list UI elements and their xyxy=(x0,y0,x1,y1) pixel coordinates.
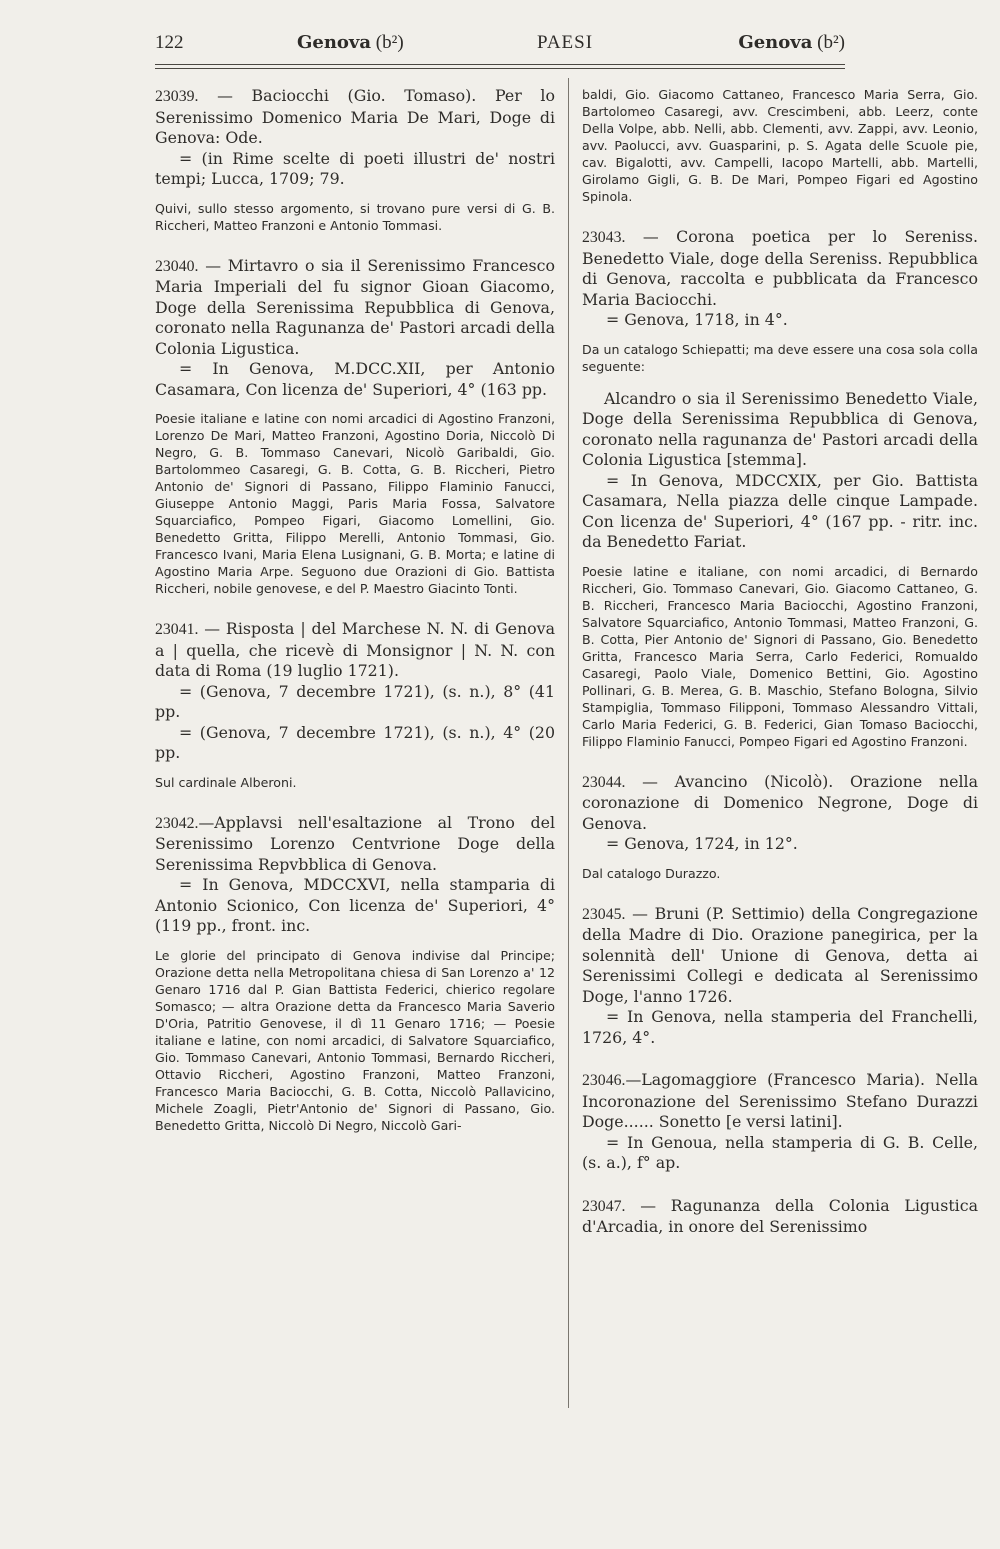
entry-imprint: = In Genova, nella stamperia del Franchelli, 1726, 4°. xyxy=(582,1007,978,1047)
running-header xyxy=(155,28,845,60)
column-divider xyxy=(568,78,569,1408)
header-right-title xyxy=(738,32,845,54)
header-rule-bottom xyxy=(155,68,845,69)
entry-23042 xyxy=(155,813,555,1134)
entry-title xyxy=(155,256,555,360)
entry-23046 xyxy=(582,1070,978,1174)
header-center-title: PAESI xyxy=(537,32,594,53)
entry-imprint-second: = (Genova, 7 decembre 1721), (s. n.), 4° (20 pp. xyxy=(155,722,555,762)
entry-number: 23046. xyxy=(582,1072,626,1089)
entry-23042-continued xyxy=(582,86,978,205)
entry-number: 23045. xyxy=(582,905,626,923)
entry-text: — Risposta | del Marchese N. N. di Genova a | quella, che ricevè di Monsignor | N. N. con data di Roma (19 luglio 1721). xyxy=(155,619,555,680)
entry-subtitle: Alcandro o sia il Serenissimo Benedetto Viale, Doge della Serenissima Repubblica di Genova, coronato nella ragunanza de' Pastori arcadi della Colonia Ligustica [stemma]. xyxy=(582,388,978,469)
entry-23047 xyxy=(582,1196,978,1238)
entry-imprint: = (Genova, 7 decembre 1721), (s. n.), 8° (41 pp. xyxy=(155,681,555,721)
entry-title xyxy=(155,86,555,149)
entry-note: Poesie italiane e latine con nomi arcadici di Agostino Franzoni, Lorenzo De Mari, Matteo Franzoni, Agostino Doria, Niccolò Di Negro, G. B. Tommaso Canevari, Nicolò Garibaldi, Gio. Bartolommeo Casaregi, G. B. Cotta, G. B. Riccheri, Pietro Antonio de' Signori di Passano, Filippo Flaminio Fanucci, Giuseppe Antonio Maggi, Paris Maria Fossa, Salvatore Squarciafico, Pompeo Figari, Giacomo Lomellini, Gio. Benedetto Gritta, Filippo Merelli, Antonio Tommasi, Gio. Francesco Ivani, Maria Elena Lusignani, G. B. Morta; e latine di Agostino Maria Arpe. Seguono due Orazioni di Gio. Battista Riccheri, nobile genovese, e del P. Maestro Giacinto Tonti. xyxy=(155,411,555,596)
entry-23044 xyxy=(582,772,978,882)
entry-imprint: = In Genoua, nella stamperia di G. B. Celle, (s. a.), f° ap. xyxy=(582,1132,978,1172)
entry-imprint-second: = In Genova, MDCCXIX, per Gio. Battista Casamara, Nella piazza delle cinque Lampade. Con licenza de' Superiori, 4° (167 pp. - ritr. inc. da Benedetto Fariat. xyxy=(582,470,978,551)
entry-23041 xyxy=(155,619,555,791)
entry-number: 23039. xyxy=(155,88,199,105)
entry-number: 23042. xyxy=(155,814,199,832)
entry-title xyxy=(155,619,555,682)
header-left-name: Genova xyxy=(297,32,372,53)
entry-23039 xyxy=(155,86,555,234)
right-column xyxy=(582,86,978,1260)
entry-title xyxy=(155,813,555,876)
entry-imprint: = In Genova, MDCCXVI, nella stamparia di Antonio Scionico, Con licenza de' Superiori, 4° (119 pp., front. inc. xyxy=(155,875,555,935)
entry-note: Le glorie del principato di Genova indivise dal Principe; Orazione detta nella Metropolitana chiesa di San Lorenzo a' 12 Genaro 1716 dal P. Gian Battista Federici, chierico regolare Somasco; — altra Orazione detta da Francesco Maria Saverio D'Oria, Patritio Genovese, il dì 11 Genaro 1716; — Poesie italiane e latine, con nomi arcadici, di Salvatore Squarciafico, Gio. Tommaso Canevari, Antonio Tommasi, Bernardo Riccheri, Ottavio Riccheri, Agostino Franzoni, Matteo Franzoni, Francesco Maria Baciocchi, G. B. Cotta, Niccolò Pallavicino, Michele Zoagli, Pietr'Antonio de' Signori di Passano, Gio. Benedetto Gritta, Niccolò Di Negro, Niccolò Gari- xyxy=(155,947,555,1133)
entry-note: Da un catalogo Schiepatti; ma deve essere una cosa sola colla seguente: xyxy=(582,341,978,374)
entry-note-second: Poesie latine e italiane, con nomi arcadici, di Bernardo Riccheri, Gio. Tommaso Canevari, Gio. Giacomo Cattaneo, G. B. Riccheri, Francesco Maria Baciocchi, Agostino Franzoni, Salvatore Squarciafico, Antonio Tommasi, Matteo Franzoni, G. B. Cotta, Pier Antonio de' Signori di Passano, Gio. Benedetto Gritta, Francesco Maria Serra, Carlo Federici, Romualdo Casaregi, Paolo Viale, Domenico Bettini, Gio. Agostino Pollinari, G. B. Merea, G. B. Maschio, Stefano Bologna, Silvio Stampiglia, Tommaso Filipponi, Tommaso Alessandro Vittali, Carlo Maria Federici, G. B. Federici, Gian Tomaso Baciocchi, Filippo Flaminio Fanucci, Pompeo Figari ed Agostino Franzoni. xyxy=(582,563,978,749)
entry-number: 23044. xyxy=(582,773,626,791)
entry-imprint: = In Genova, M.DCC.XII, per Antonio Casamara, Con licenza de' Superiori, 4° (163 pp. xyxy=(155,359,555,399)
left-column xyxy=(155,86,555,1156)
entry-note: Dal catalogo Durazzo. xyxy=(582,865,721,881)
entry-number: 23040. xyxy=(155,257,199,275)
header-left-title xyxy=(297,32,404,54)
header-right-name: Genova xyxy=(738,32,813,53)
entry-number: 23043. xyxy=(582,229,626,246)
entry-text: —Lagomaggiore (Francesco Maria). Nella Incoronazione del Serenissimo Stefano Durazzi Doge...... Sonetto [e versi latini]. xyxy=(582,1070,978,1131)
page-number: 122 xyxy=(155,32,184,53)
entry-23045 xyxy=(582,904,978,1049)
entry-text: — Baciocchi (Gio. Tomaso). Per lo Serenissimo Domenico Maria De Mari, Doge di Genova: Ode. xyxy=(155,86,555,147)
entry-text: — Bruni (P. Settimio) della Congregazione della Madre di Dio. Orazione panegirica, per la solennità dell' Unione di Genova, detta ai Serenissimi Collegi e dedicata al Serenissimo Doge, l'anno 1726. xyxy=(582,903,978,1006)
entry-title xyxy=(582,772,978,835)
entry-title xyxy=(582,227,978,310)
entry-text: — Mirtavro o sia il Serenissimo Francesco Maria Imperiali del fu signor Gioan Giacomo, Doge della Serenissima Repubblica di Genova, coronato nella Ragunanza de' Pastori arcadi della Colonia Ligustica. xyxy=(155,255,555,358)
entry-note: Sul cardinale Alberoni. xyxy=(155,774,297,790)
entry-number: 23047. xyxy=(582,1197,626,1215)
entry-note: Quivi, sullo stesso argomento, si trovano pure versi di G. B. Riccheri, Matteo Franzoni e Antonio Tommasi. xyxy=(155,200,555,233)
entry-number: 23041. xyxy=(155,621,199,638)
entry-imprint: = (in Rime scelte di poeti illustri de' nostri tempi; Lucca, 1709; 79. xyxy=(155,148,555,188)
header-rule-top xyxy=(155,64,845,65)
entry-23040 xyxy=(155,256,555,598)
header-left-sub: (b²) xyxy=(375,32,404,53)
entry-23043 xyxy=(582,227,978,750)
header-right-sub: (b²) xyxy=(817,32,845,53)
entry-title xyxy=(582,1070,978,1133)
entry-text: —Applavsi nell'esaltazione al Trono del Serenissimo Lorenzo Centvrione Doge della Serenissima Repvbblica di Genova. xyxy=(155,812,555,874)
entry-imprint: = Genova, 1724, in 12°. xyxy=(606,834,798,853)
entry-text: — Ragunanza della Colonia Ligustica d'Arcadia, in onore del Serenissimo xyxy=(582,1195,978,1236)
entry-text: — Avancino (Nicolò). Orazione nella coronazione di Domenico Negrone, Doge di Genova. xyxy=(582,771,978,833)
entry-text: — Corona poetica per lo Sereniss. Benedetto Viale, doge della Sereniss. Repubblica di Genova, raccolta e pubblicata da Francesco Maria Baciocchi. xyxy=(582,227,978,309)
entry-imprint: = Genova, 1718, in 4°. xyxy=(606,310,788,329)
entry-title xyxy=(582,904,978,1008)
entry-note-continued: baldi, Gio. Giacomo Cattaneo, Francesco Maria Serra, Gio. Bartolomeo Casaregi, avv. Crescimbeni, abb. Leerz, conte Della Volpe, abb. Nelli, abb. Clementi, avv. Zappi, avv. Leonio, avv. Paolucci, avv. Guasparini, p. S. Agata delle Scuole pie, cav. Bigalotti, avv. Campelli, Iacopo Martelli, abb. Martelli, Girolamo Gigli, G. B. De Mari, Pompeo Figari ed Agostino Spinola. xyxy=(582,87,978,204)
entry-title xyxy=(582,1196,978,1238)
